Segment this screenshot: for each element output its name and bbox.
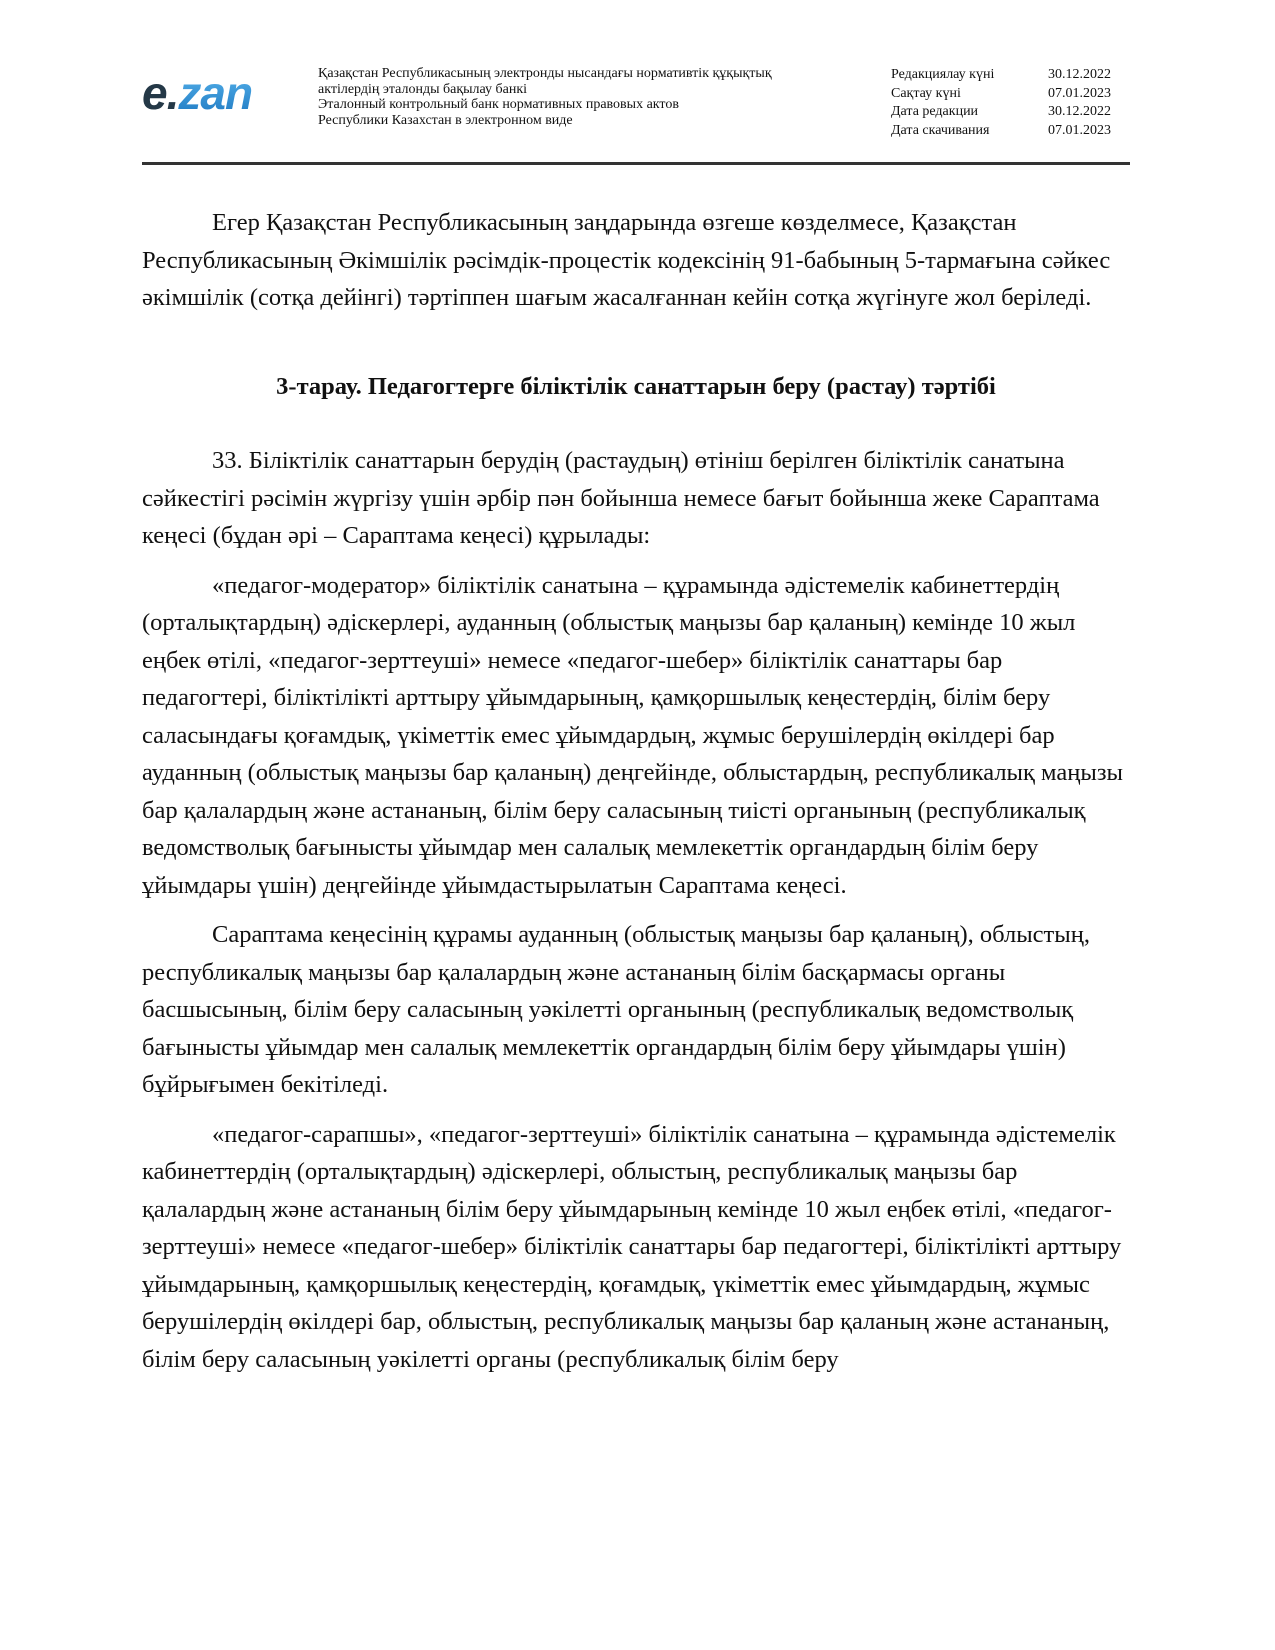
meta-row-download-date-ru [891, 122, 1128, 141]
meta-row-edit-date-kz [891, 66, 1128, 85]
meta-value: 30.12.2022 [1048, 104, 1111, 119]
body-paragraph: Сараптама кеңесінің құрамы ауданның (облыстық маңызы бар қаланың), облыстың, республикалық маңызы бар қалалардың және астананың білім басқармасы органы басшысының, білім беру саласының уәкілетті органының (республикалық ведомстволық бағынысты ұйымдар мен салалық мемлекеттік органдардың білім беру ұйымдары үшін) бұйрығымен бекітіледі. [142, 921, 1090, 1098]
document-header [142, 60, 1130, 160]
header-title-line: Қазақстан Республикасының электронды нысандағы нормативтік құқықтық [318, 66, 772, 81]
meta-row-edit-date-ru [891, 103, 1128, 122]
logo-suffix: zan [178, 67, 253, 119]
header-meta [891, 66, 1128, 140]
meta-row-save-date-kz [891, 85, 1128, 104]
intro-paragraph: Егер Қазақстан Республикасының заңдарында өзгеше көзделмесе, Қазақстан Республикасының Әкімшілік рәсімдік-процестік кодексінің 91-бабының 5-тармағына сәйкес әкімшілік (сотқа дейінгі) тәртіппен шағым жасалғаннан кейін сотқа жүгінуге жол беріледі. [142, 209, 1111, 311]
section-heading: 3-тарау. Педагогтерге біліктілік санаттарын беру (растау) тәртібі [276, 372, 996, 400]
document-body [142, 204, 1130, 1378]
header-titles [318, 66, 772, 128]
meta-value: 07.01.2023 [1048, 122, 1111, 138]
header-divider [142, 162, 1130, 165]
meta-value: 07.01.2023 [1048, 85, 1111, 101]
ezan-logo [142, 67, 253, 119]
header-title-line: актілердің эталонды бақылау банкі [318, 81, 528, 97]
body-paragraph: «педагог-модератор» біліктілік санатына – құрамында әдістемелік кабинеттердің (орталықтардың) әдіскерлері, ауданның (облыстық маңызы бар қаланың) кемінде 10 жыл еңбек өтілі, «педагог-зерттеуші» немесе «педагог-шебер» біліктілік санаттары бар педагогтері, біліктілікті арттыру ұйымдарының, қамқоршылық кеңестердің, білім беру саласындағы қоғамдық, үкіметтік емес ұйымдардың, жұмыс берушілердің өкілдері бар ауданның (облыстық маңызы бар қаланың) деңгейінде, облыстардың, республикалық маңызы бар қалалардың және астананың, білім беру саласының тиісті органының (республикалық ведомстволық бағынысты ұйымдар мен салалық мемлекеттік органдардың білім беру ұйымдары үшін) деңгейінде ұйымдастырылатын Сараптама кеңесі. [142, 571, 1123, 899]
meta-label: Сақтау күні [891, 85, 961, 101]
meta-label: Редакциялау күні [891, 67, 995, 82]
body-paragraph: 33. Біліктілік санаттарын берудің (растаудың) өтініш берілген біліктілік санатына сәйкестігі рәсімін жүргізу үшін әрбір пән бойынша немесе бағыт бойынша жеке Сараптама кеңесі (бұдан әрі – Сараптама кеңесі) құрылады: [142, 447, 1100, 549]
meta-label: Дата скачивания [891, 122, 990, 138]
meta-label: Дата редакции [891, 104, 979, 119]
logo-prefix: e. [142, 67, 179, 119]
header-title-line: Республики Казахстан в электронном виде [318, 112, 573, 128]
header-title-line: Эталонный контрольный банк нормативных правовых актов [318, 97, 679, 112]
meta-value: 30.12.2022 [1048, 67, 1111, 82]
body-paragraph: «педагог-сарапшы», «педагог-зерттеуші» біліктілік санатына – құрамында әдістемелік кабинеттердің (орталықтардың) әдіскерлері, облыстың, республикалық маңызы бар қалалардың және астананың білім беру ұйымдарының кемінде 10 жыл еңбек өтілі, «педагог-зерттеуші» немесе «педагог-шебер» біліктілік санаттары бар педагогтері, біліктілікті арттыру ұйымдарының, қамқоршылық кеңестердің, қоғамдық, үкіметтік емес ұйымдардың, жұмыс берушілердің өкілдері бар, облыстың, республикалық маңызы бар қаланың және астананың, білім беру саласының уәкілетті органы (республикалық білім беру [142, 1120, 1122, 1373]
